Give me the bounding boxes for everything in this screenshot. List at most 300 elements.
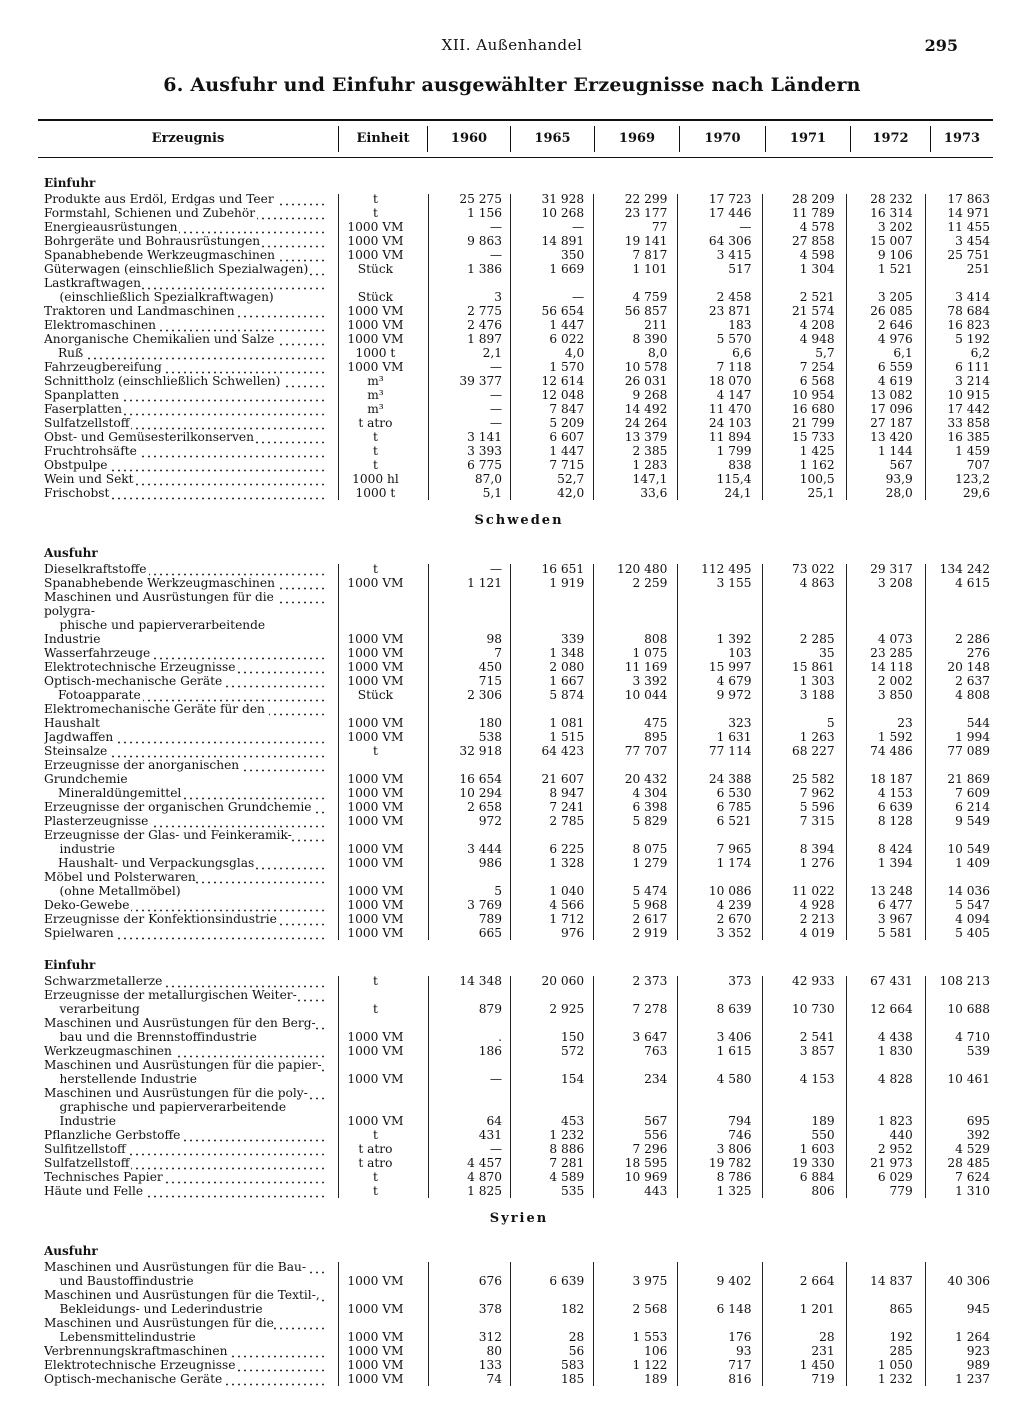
value-cell: 567 xyxy=(644,1114,668,1128)
unit-cell: m³ xyxy=(367,374,384,388)
product-label-text: Jagdwaffen xyxy=(44,730,114,744)
product-label-text: Obst- und Gemüsesterilkonserven xyxy=(44,430,254,444)
value-cell: 98 xyxy=(486,632,503,646)
value-cell: 73 022 xyxy=(791,562,835,576)
value-cell: 1 122 xyxy=(632,1358,668,1372)
section-heading: Ausfuhr xyxy=(44,546,98,560)
table-row xyxy=(44,758,994,786)
value-cell: 6 111 xyxy=(955,360,990,374)
value-cell: 2 476 xyxy=(467,318,503,332)
value-cell: 323 xyxy=(728,716,752,730)
value-cell: 11 169 xyxy=(624,660,668,674)
unit-cell: 1000 t xyxy=(355,346,396,360)
value-cell: 1 264 xyxy=(955,1330,990,1344)
value-cell: 4 948 xyxy=(799,332,835,346)
value-cell: 1 830 xyxy=(877,1044,913,1058)
chapter-heading: XII. Außenhandel xyxy=(441,36,583,54)
product-label xyxy=(44,304,326,318)
column-rule xyxy=(677,976,678,1198)
product-label-text: Fruchtrohsäfte xyxy=(44,444,137,458)
value-cell: 18 070 xyxy=(708,374,752,388)
value-cell: 6 477 xyxy=(877,898,913,912)
value-cell: 10 086 xyxy=(708,884,752,898)
value-cell: 186 xyxy=(478,1044,503,1058)
column-rule xyxy=(428,564,429,940)
value-cell: 24,1 xyxy=(724,486,752,500)
unit-cell: 1000 VM xyxy=(347,716,404,730)
column-rule xyxy=(762,976,763,1198)
table-row xyxy=(44,374,994,388)
value-cell: 4 828 xyxy=(877,1072,913,1086)
value-cell: . xyxy=(498,1030,503,1044)
value-cell: 5,7 xyxy=(815,346,835,360)
value-cell: 440 xyxy=(889,1128,913,1142)
table-row xyxy=(44,1372,994,1386)
value-cell: 3 414 xyxy=(955,290,990,304)
value-cell: 816 xyxy=(728,1372,752,1386)
value-cell: 1 325 xyxy=(716,1184,752,1198)
value-cell: 2 670 xyxy=(716,912,752,926)
product-label-text: Maschinen und Ausrüstungen für die poly- graphische und papierverarbeitende Industrie xyxy=(44,1086,308,1128)
unit-cell: t xyxy=(372,562,378,576)
value-cell: 4 208 xyxy=(799,318,835,332)
table-row xyxy=(44,590,994,646)
value-cell: 1 631 xyxy=(716,730,752,744)
unit-cell: m³ xyxy=(367,402,384,416)
value-cell: 695 xyxy=(966,1114,990,1128)
value-cell: 5 474 xyxy=(632,884,668,898)
column-rule xyxy=(593,976,594,1198)
table-row xyxy=(44,898,994,912)
value-cell: 1 348 xyxy=(549,646,585,660)
header-rule xyxy=(38,157,993,158)
section-rows xyxy=(44,192,994,500)
value-cell: 21 574 xyxy=(791,304,835,318)
table-row xyxy=(44,1086,994,1128)
value-cell: 8,0 xyxy=(647,346,668,360)
value-cell: 6 225 xyxy=(549,842,585,856)
unit-cell: 1000 VM xyxy=(347,660,404,674)
value-cell: 972 xyxy=(478,814,503,828)
table-row xyxy=(44,828,994,856)
value-cell: 21 973 xyxy=(870,1156,913,1170)
unit-cell: 1000 VM xyxy=(347,304,404,318)
value-cell: 779 xyxy=(889,1184,913,1198)
value-cell: 93,9 xyxy=(885,472,913,486)
value-cell: — xyxy=(489,388,503,402)
product-label-text: Steinsalze xyxy=(44,744,108,758)
product-label xyxy=(44,590,326,646)
value-cell: 3 141 xyxy=(467,430,503,444)
value-cell: 77 707 xyxy=(624,744,668,758)
value-cell: 1 328 xyxy=(549,856,585,870)
product-label-text: Maschinen und Ausrüstungen für die Lebensmittelindustrie xyxy=(44,1316,274,1344)
unit-cell: 1000 VM xyxy=(347,856,404,870)
value-cell: 80 xyxy=(486,1344,503,1358)
value-cell: 1 450 xyxy=(799,1358,835,1372)
value-cell: 154 xyxy=(560,1072,585,1086)
value-cell: 25 275 xyxy=(459,192,503,206)
product-label xyxy=(44,1316,326,1344)
value-cell: 945 xyxy=(966,1302,990,1316)
value-cell: 2 002 xyxy=(877,674,913,688)
unit-cell: t xyxy=(372,458,378,472)
unit-cell: 1000 VM xyxy=(347,730,404,744)
unit-cell: 1000 VM xyxy=(347,1372,404,1386)
table-row xyxy=(44,1156,994,1170)
product-label-text: Bohrgeräte und Bohrausrüstungen xyxy=(44,234,261,248)
unit-cell: Stück xyxy=(357,262,394,276)
product-label xyxy=(44,758,326,786)
table-row xyxy=(44,576,994,590)
value-cell: 1 669 xyxy=(549,262,585,276)
value-cell: 77 xyxy=(651,220,668,234)
value-cell: 21 869 xyxy=(947,772,990,786)
table-row xyxy=(44,248,994,262)
value-cell: 17 863 xyxy=(947,192,990,206)
value-cell: 8 394 xyxy=(799,842,835,856)
value-cell: 12 048 xyxy=(541,388,585,402)
table-row xyxy=(44,360,994,374)
value-cell: 538 xyxy=(478,730,503,744)
table-section xyxy=(44,500,994,940)
value-cell: 115,4 xyxy=(716,472,752,486)
product-label xyxy=(44,898,326,912)
value-cell: 13 420 xyxy=(870,430,913,444)
value-cell: 3 975 xyxy=(632,1274,668,1288)
table-row xyxy=(44,346,994,360)
value-cell: 3 806 xyxy=(716,1142,752,1156)
product-label xyxy=(44,346,326,360)
value-cell: 976 xyxy=(560,926,585,940)
product-label xyxy=(44,988,326,1016)
value-cell: 717 xyxy=(728,1358,752,1372)
product-label-text: Erzeugnisse der Glas- und Feinkeramik- industrie xyxy=(44,828,292,856)
value-cell: 123,2 xyxy=(955,472,990,486)
table-row xyxy=(44,912,994,926)
value-cell: 6 639 xyxy=(549,1274,585,1288)
value-cell: — xyxy=(572,220,585,234)
column-rule xyxy=(762,1262,763,1386)
value-cell: 21 607 xyxy=(541,772,585,786)
value-cell: 68 227 xyxy=(791,744,835,758)
value-cell: 1 521 xyxy=(877,262,913,276)
table-row xyxy=(44,786,994,800)
value-cell: 544 xyxy=(966,716,990,730)
value-cell: 3 155 xyxy=(716,576,752,590)
column-rule xyxy=(428,194,429,500)
value-cell: 7 965 xyxy=(716,842,752,856)
product-label xyxy=(44,416,326,430)
unit-cell: 1000 VM xyxy=(347,360,404,374)
header-year: 1969 xyxy=(618,131,656,146)
value-cell: 4,0 xyxy=(564,346,585,360)
unit-cell: 1000 VM xyxy=(347,772,404,786)
value-cell: 180 xyxy=(478,716,503,730)
product-label xyxy=(44,786,326,800)
header-year: 1970 xyxy=(704,131,741,146)
value-cell: 52,7 xyxy=(557,472,585,486)
value-cell: 285 xyxy=(889,1344,913,1358)
value-cell: 8 639 xyxy=(716,1002,752,1016)
product-label xyxy=(44,234,326,248)
value-cell: 74 xyxy=(486,1372,503,1386)
column-rule xyxy=(677,564,678,940)
product-label-text: Plasterzeugnisse xyxy=(44,814,149,828)
product-label-text: Maschinen und Ausrüstungen für die Bau- und Baustoffindustrie xyxy=(44,1260,306,1288)
value-cell: 24 103 xyxy=(708,416,752,430)
value-cell: 7 847 xyxy=(549,402,585,416)
value-cell: 10 730 xyxy=(791,1002,835,1016)
value-cell: 10 578 xyxy=(624,360,668,374)
value-cell: 183 xyxy=(728,318,752,332)
value-cell: 134 242 xyxy=(939,562,990,576)
value-cell: 879 xyxy=(478,1002,503,1016)
value-cell: 6,2 xyxy=(970,346,990,360)
value-cell: 2 373 xyxy=(632,974,668,988)
value-cell: 1 156 xyxy=(467,206,503,220)
product-label-text: Werkzeugmaschinen xyxy=(44,1044,172,1058)
value-cell: 64 306 xyxy=(708,234,752,248)
product-label-text: Möbel und Polsterwaren (ohne Metallmöbel) xyxy=(44,870,196,898)
product-label xyxy=(44,444,326,458)
product-label xyxy=(44,1288,326,1316)
unit-cell: 1000 t xyxy=(355,486,396,500)
value-cell: 64 423 xyxy=(541,744,585,758)
table-section xyxy=(44,1198,994,1386)
value-cell: 1 283 xyxy=(632,458,668,472)
value-cell: 4 710 xyxy=(955,1030,990,1044)
product-label xyxy=(44,744,326,758)
value-cell: 29 317 xyxy=(870,562,913,576)
value-cell: 1 897 xyxy=(467,332,503,346)
product-label-text: Haushalt- und Verpackungsglas xyxy=(44,856,256,870)
table-row xyxy=(44,1128,994,1142)
value-cell: 27 858 xyxy=(791,234,835,248)
unit-cell: 1000 VM xyxy=(347,1358,404,1372)
value-cell: 4 808 xyxy=(955,688,990,702)
value-cell: 28 209 xyxy=(791,192,835,206)
value-cell: 7 118 xyxy=(716,360,752,374)
value-cell: 12 664 xyxy=(870,1002,913,1016)
product-label xyxy=(44,1016,326,1044)
value-cell: 2 925 xyxy=(549,1002,585,1016)
unit-cell: 1000 VM xyxy=(347,234,404,248)
value-cell: 16 385 xyxy=(947,430,990,444)
table-row xyxy=(44,430,994,444)
product-label-text: Maschinen und Ausrüstungen für die polygra- phische und papierverarbeitende Industrie xyxy=(44,590,278,646)
unit-cell: 1000 VM xyxy=(347,814,404,828)
value-cell: 23 871 xyxy=(708,304,752,318)
value-cell: 2 458 xyxy=(716,290,752,304)
unit-cell: 1000 VM xyxy=(347,674,404,688)
product-label-text: Wasserfahrzeuge xyxy=(44,646,151,660)
value-cell: 13 248 xyxy=(870,884,913,898)
product-label-text: Erzeugnisse der organischen Grundchemie xyxy=(44,800,312,814)
value-cell: 2 617 xyxy=(632,912,668,926)
value-cell: 25 751 xyxy=(947,248,990,262)
value-cell: 5 547 xyxy=(955,898,990,912)
value-cell: 251 xyxy=(966,262,990,276)
unit-cell: 1000 VM xyxy=(347,786,404,800)
unit-cell: 1000 VM xyxy=(347,912,404,926)
product-label xyxy=(44,206,326,220)
product-label-text: Ruß xyxy=(44,346,85,360)
value-cell: 1 712 xyxy=(549,912,585,926)
value-cell: 7 281 xyxy=(549,1156,585,1170)
value-cell: 715 xyxy=(478,674,503,688)
value-cell: 4 239 xyxy=(716,898,752,912)
unit-cell: 1000 VM xyxy=(347,332,404,346)
value-cell: 8 786 xyxy=(716,1170,752,1184)
value-cell: 17 723 xyxy=(708,192,752,206)
value-cell: 7 609 xyxy=(955,786,990,800)
value-cell: 4 619 xyxy=(877,374,913,388)
column-rule xyxy=(593,1262,594,1386)
value-cell: 3 208 xyxy=(877,576,913,590)
product-label-text: Faserplatten xyxy=(44,402,123,416)
value-cell: 443 xyxy=(644,1184,668,1198)
value-cell: — xyxy=(489,248,503,262)
value-cell: 23 285 xyxy=(870,646,913,660)
value-cell: 39 377 xyxy=(459,374,503,388)
value-cell: 3 393 xyxy=(467,444,503,458)
unit-cell: 1000 VM xyxy=(347,1302,404,1316)
value-cell: 794 xyxy=(728,1114,752,1128)
value-cell: 26 031 xyxy=(624,374,668,388)
table-row xyxy=(44,262,994,276)
value-cell: 20 432 xyxy=(624,772,668,786)
value-cell: 15 007 xyxy=(870,234,913,248)
unit-cell: 1000 VM xyxy=(347,576,404,590)
product-label xyxy=(44,1184,326,1198)
product-label-text: Frischobst xyxy=(44,486,110,500)
value-cell: 3 454 xyxy=(955,234,990,248)
value-cell: 6 568 xyxy=(799,374,835,388)
value-cell: 185 xyxy=(560,1372,585,1386)
value-cell: 22 299 xyxy=(624,192,668,206)
value-cell: 20 148 xyxy=(947,660,990,674)
value-cell: 2 286 xyxy=(955,632,990,646)
value-cell: 7 254 xyxy=(799,360,835,374)
table-row xyxy=(44,444,994,458)
value-cell: 20 060 xyxy=(541,974,585,988)
unit-cell: t xyxy=(372,192,378,206)
table-row xyxy=(44,388,994,402)
value-cell: 5 581 xyxy=(877,926,913,940)
value-cell: 3 406 xyxy=(716,1030,752,1044)
value-cell: 6,6 xyxy=(732,346,752,360)
value-cell: 14 891 xyxy=(541,234,585,248)
product-label-text: Produkte aus Erdöl, Erdgas und Teer xyxy=(44,192,274,206)
value-cell: 719 xyxy=(811,1372,835,1386)
value-cell: 9 268 xyxy=(632,388,668,402)
value-cell: 6 884 xyxy=(799,1170,835,1184)
value-cell: 2 637 xyxy=(955,674,990,688)
product-label-text: Elektromaschinen xyxy=(44,318,157,332)
unit-cell: m³ xyxy=(367,388,384,402)
value-cell: 10 268 xyxy=(541,206,585,220)
table-row xyxy=(44,472,994,486)
table-row xyxy=(44,856,994,870)
value-cell: 120 480 xyxy=(616,562,668,576)
value-cell: 1 459 xyxy=(955,444,990,458)
value-cell: 986 xyxy=(478,856,503,870)
value-cell: 539 xyxy=(966,1044,990,1058)
value-cell: 67 431 xyxy=(870,974,913,988)
value-cell: 1 615 xyxy=(716,1044,752,1058)
value-cell: 9 402 xyxy=(716,1274,752,1288)
value-cell: 838 xyxy=(728,458,752,472)
unit-cell: 1000 VM xyxy=(347,800,404,814)
value-cell: 5 596 xyxy=(799,800,835,814)
value-cell: 1 592 xyxy=(877,730,913,744)
product-label xyxy=(44,1170,326,1184)
value-cell: 1 201 xyxy=(799,1302,835,1316)
product-label xyxy=(44,318,326,332)
column-rule xyxy=(846,564,847,940)
value-cell: 989 xyxy=(966,1358,990,1372)
value-cell: 182 xyxy=(560,1302,585,1316)
header-year: 1971 xyxy=(789,131,827,146)
product-label xyxy=(44,248,326,262)
product-label xyxy=(44,660,326,674)
value-cell: 450 xyxy=(478,660,503,674)
product-label xyxy=(44,458,326,472)
product-label xyxy=(44,1086,326,1128)
value-cell: 373 xyxy=(728,974,752,988)
value-cell: 3 188 xyxy=(799,688,835,702)
table-title: 6. Ausfuhr und Einfuhr ausgewählter Erzeugnisse nach Ländern xyxy=(163,74,861,96)
table-row xyxy=(44,1288,994,1316)
value-cell: 8 886 xyxy=(549,1142,585,1156)
country-heading: Syrien xyxy=(489,1211,549,1226)
value-cell: 16 314 xyxy=(870,206,913,220)
value-cell: 77 089 xyxy=(947,744,990,758)
value-cell: 16 823 xyxy=(947,318,990,332)
value-cell: 7 278 xyxy=(632,1002,668,1016)
product-label xyxy=(44,430,326,444)
value-cell: 4 759 xyxy=(632,290,668,304)
value-cell: 3 xyxy=(494,290,503,304)
column-rule xyxy=(762,194,763,500)
value-cell: 1 304 xyxy=(799,262,835,276)
value-cell: 4 870 xyxy=(467,1170,503,1184)
value-cell: 27 187 xyxy=(870,416,913,430)
value-cell: 1 409 xyxy=(955,856,990,870)
value-cell: 28 xyxy=(819,1330,835,1344)
table-row xyxy=(44,988,994,1016)
value-cell: 7 962 xyxy=(799,786,835,800)
product-label xyxy=(44,1044,326,1058)
product-label xyxy=(44,1142,326,1156)
product-label-text: Erzeugnisse der anorganischen Grundchemie xyxy=(44,758,244,786)
unit-cell: 1000 VM xyxy=(347,1114,404,1128)
value-cell: 42 933 xyxy=(791,974,835,988)
value-cell: 8 390 xyxy=(632,332,668,346)
product-label-text: Maschinen und Ausrüstungen für die Textil-, Bekleidungs- und Lederindustrie xyxy=(44,1288,320,1316)
value-cell: 9 972 xyxy=(716,688,752,702)
value-cell: 1 386 xyxy=(467,262,503,276)
value-cell: 6 785 xyxy=(716,800,752,814)
value-cell: 1 994 xyxy=(955,730,990,744)
product-label-text: Technisches Papier xyxy=(44,1170,163,1184)
product-label xyxy=(44,856,326,870)
product-label xyxy=(44,388,326,402)
value-cell: 4 304 xyxy=(632,786,668,800)
value-cell: 9 106 xyxy=(877,248,913,262)
product-label-text: Güterwagen (einschließlich Spezialwagen) xyxy=(44,262,309,276)
